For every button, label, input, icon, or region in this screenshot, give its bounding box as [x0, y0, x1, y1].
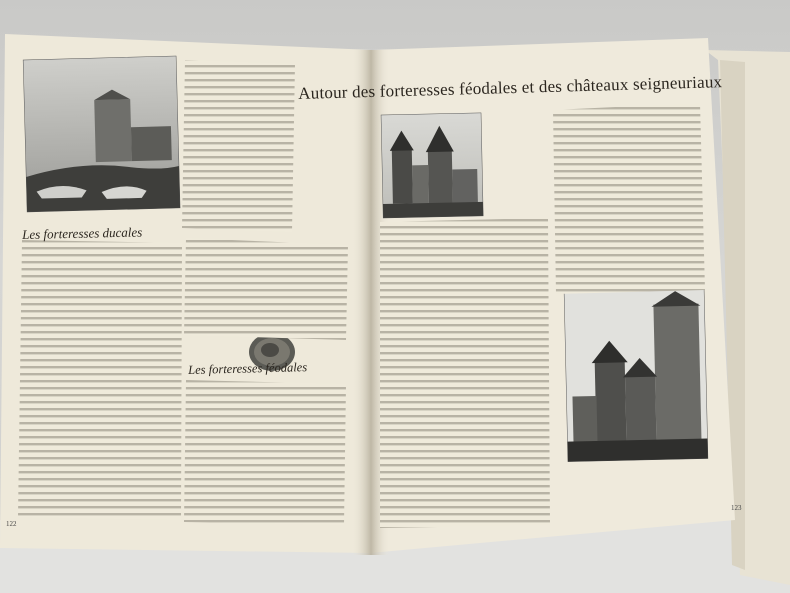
photo-fougeres-castle [381, 113, 483, 218]
section-heading-ducal: Les forteresses ducales [22, 224, 143, 242]
section-heading-feodal: Les forteresses féodales [188, 360, 308, 377]
page-number-right: 123 [731, 504, 742, 512]
photo-ducal-seal [249, 333, 295, 371]
book-title: Autour des forteresses féodales et des châteaux seigneuriaux [298, 72, 723, 103]
page-number-left: 122 [6, 520, 17, 528]
photo-solidor-tower [23, 56, 180, 212]
photo-vitre-castle [564, 289, 708, 462]
